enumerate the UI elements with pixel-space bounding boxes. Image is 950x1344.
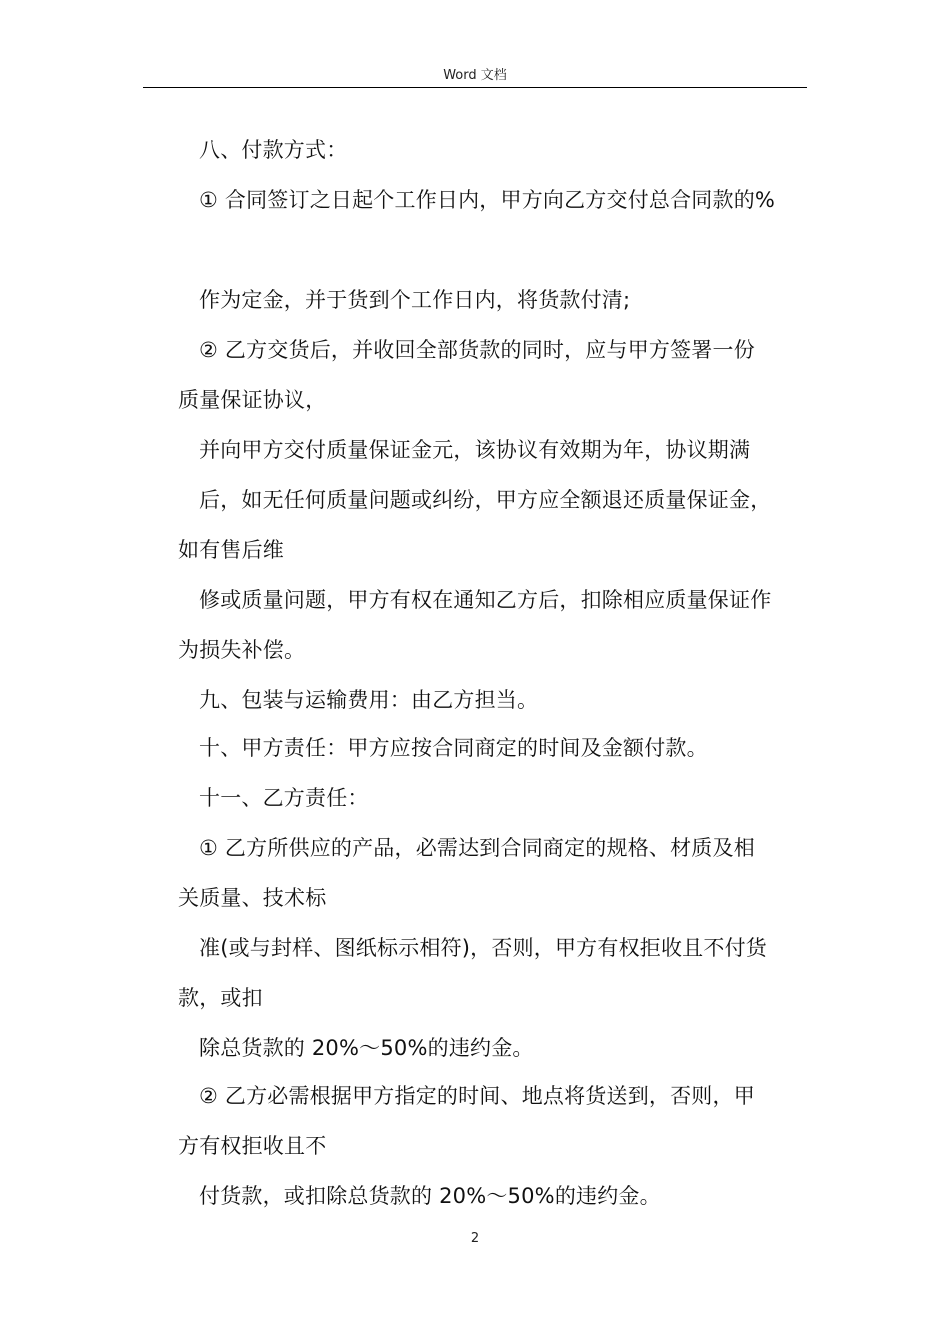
text-line: 方有权拒收且不 xyxy=(178,1134,327,1158)
text-line: 除总货款的 20%～50%的违约金。 xyxy=(199,1036,534,1060)
text-line: 为损失补偿。 xyxy=(178,638,306,662)
text-line: 作为定金，并于货到个工作日内，将货款付清; xyxy=(199,288,631,312)
text-line: 付货款，或扣除总货款的 20%～50%的违约金。 xyxy=(199,1184,661,1208)
text-line: 九、包装与运输费用：由乙方担当。 xyxy=(199,688,539,712)
text-line: 十一、乙方责任： xyxy=(199,786,369,810)
text-line: 关质量、技术标 xyxy=(178,886,327,910)
page-number: 2 xyxy=(470,1231,480,1246)
text-line: ② 乙方交货后，并收回全部货款的同时，应与甲方签署一份 xyxy=(199,338,755,362)
text-line: ② 乙方必需根据甲方指定的时间、地点将货送到，否则，甲 xyxy=(199,1084,755,1108)
text-line: 准(或与封样、图纸标示相符)，否则，甲方有权拒收且不付货 xyxy=(199,936,767,960)
text-line: 修或质量问题，甲方有权在通知乙方后，扣除相应质量保证作 xyxy=(199,588,772,612)
page-header: Word 文档 xyxy=(443,68,507,83)
header-divider xyxy=(143,87,807,88)
text-line: 十、甲方责任：甲方应按合同商定的时间及金额付款。 xyxy=(199,736,708,760)
text-line: 质量保证协议， xyxy=(178,388,327,412)
text-line: ① 乙方所供应的产品，必需达到合同商定的规格、材质及相 xyxy=(199,836,755,860)
text-line: 八、付款方式： xyxy=(199,138,348,162)
text-line: ① 合同签订之日起个工作日内，甲方向乙方交付总合同款的% xyxy=(199,188,776,212)
text-line: 后，如无任何质量问题或纠纷，甲方应全额退还质量保证金， xyxy=(199,488,772,512)
text-line: 并向甲方交付质量保证金元，该协议有效期为年，协议期满 xyxy=(199,438,751,462)
text-line: 款，或扣 xyxy=(178,986,263,1010)
text-line: 如有售后维 xyxy=(178,538,284,562)
